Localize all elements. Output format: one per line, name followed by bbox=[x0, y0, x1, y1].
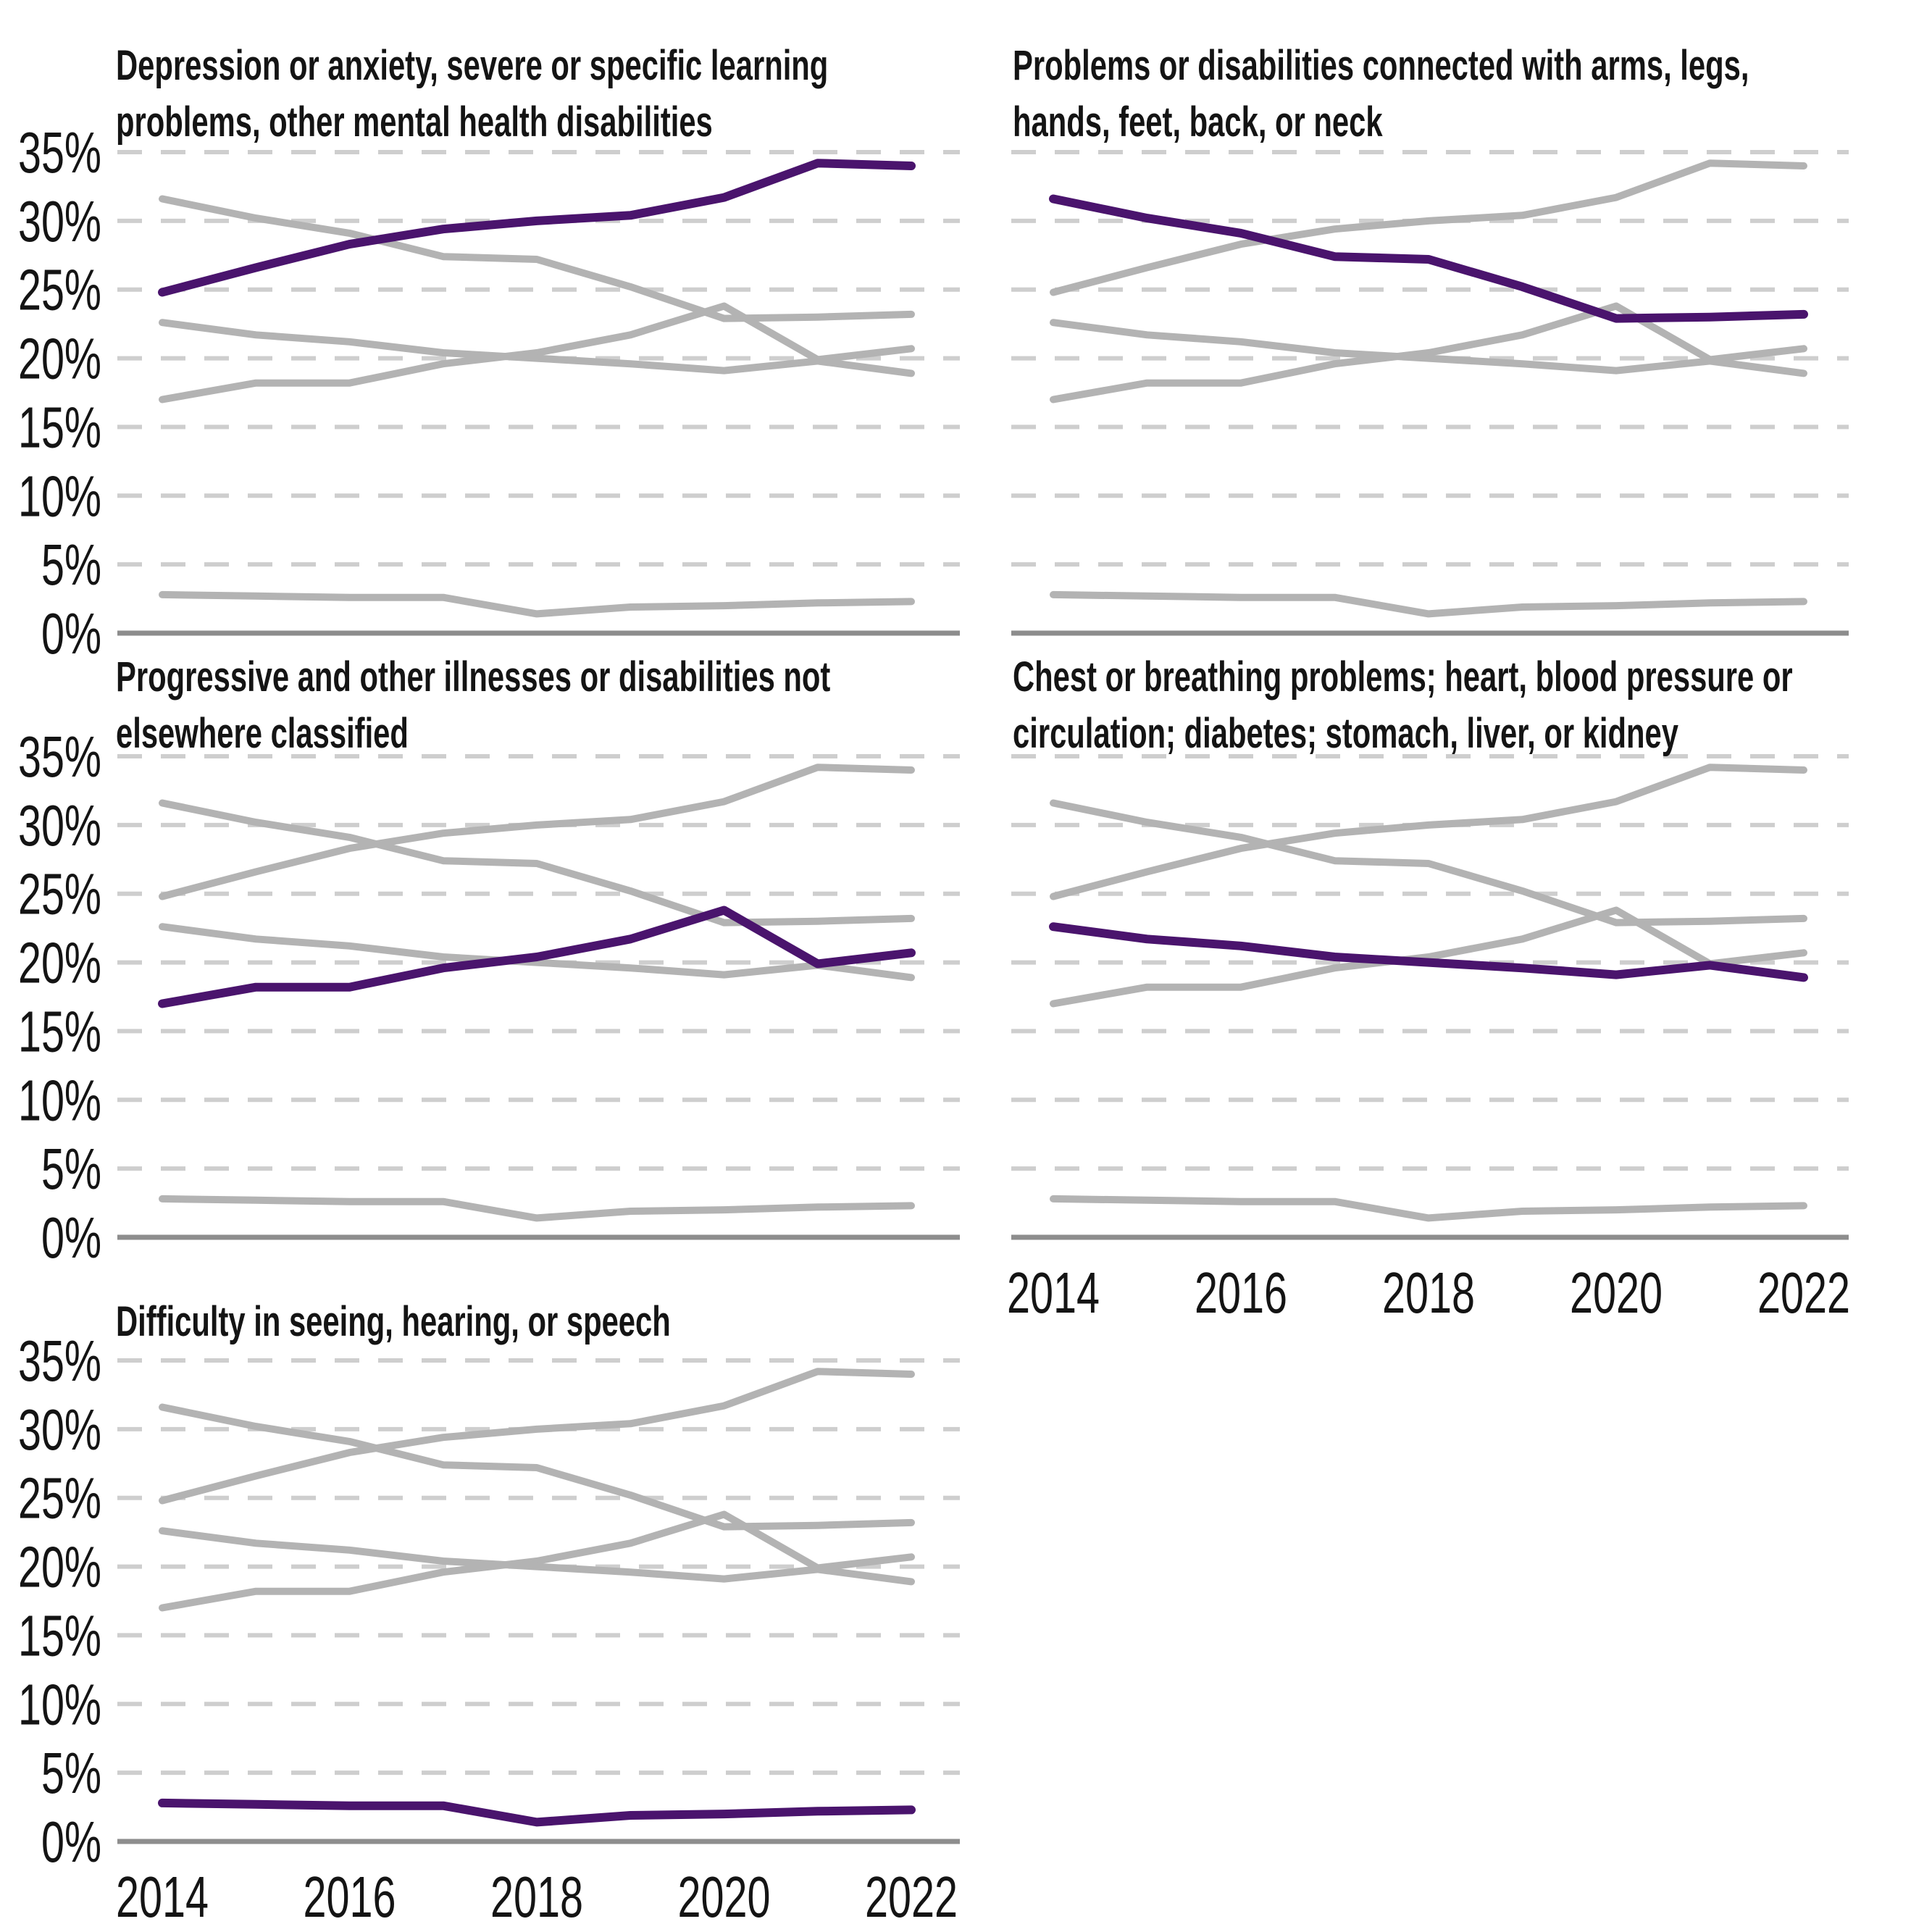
y-axis-label: 25% bbox=[18, 861, 101, 927]
panel-title-line-2: elsewhere classified bbox=[116, 710, 409, 757]
y-axis-label: 0% bbox=[41, 601, 101, 666]
series-line-seeing-hearing-speech bbox=[162, 595, 911, 614]
y-axis-label: 15% bbox=[18, 999, 101, 1064]
y-axis-label: 5% bbox=[41, 1137, 101, 1202]
x-axis-label: 2018 bbox=[490, 1865, 583, 1929]
series-line-arms-legs-highlighted bbox=[1053, 199, 1804, 319]
x-axis-label: 2020 bbox=[677, 1865, 771, 1929]
panel-title-seeing-hearing-speech bbox=[116, 1294, 671, 1350]
series-line-mental-health bbox=[1053, 163, 1804, 292]
panel-title-line-1: Progressive and other illnesses or disabilities not bbox=[116, 653, 831, 701]
x-axis-label: 2022 bbox=[865, 1865, 958, 1929]
y-axis-label: 20% bbox=[18, 1534, 101, 1599]
panel-arms-legs bbox=[1011, 152, 1849, 633]
y-axis-label: 20% bbox=[18, 930, 101, 995]
series-line-mental-health bbox=[162, 767, 911, 896]
y-axis-label: 25% bbox=[18, 1465, 101, 1531]
panel-title-line-1: Difficulty in seeing, hearing, or speech bbox=[116, 1298, 671, 1345]
x-axis-label: 2014 bbox=[116, 1865, 209, 1929]
y-axis-label: 5% bbox=[41, 532, 101, 598]
x-axis-label: 2018 bbox=[1382, 1260, 1475, 1325]
panel-title-line-2: problems, other mental health disabilities bbox=[116, 99, 713, 146]
y-axis-label: 20% bbox=[18, 326, 101, 391]
x-axis-label: 2016 bbox=[303, 1865, 396, 1929]
y-axis-label: 0% bbox=[41, 1205, 101, 1270]
panel-title-line-2: circulation; diabetes; stomach, liver, or kidney bbox=[1013, 710, 1679, 757]
panel-title-line-1: Problems or disabilities connected with arms, legs, bbox=[1013, 42, 1749, 89]
y-axis-label: 30% bbox=[18, 188, 101, 254]
y-axis-label: 10% bbox=[18, 464, 101, 529]
panel-title-chest-heart bbox=[1013, 649, 1793, 762]
y-axis-label: 35% bbox=[18, 724, 101, 790]
y-axis-label: 15% bbox=[18, 395, 101, 460]
panel-mental-health bbox=[18, 120, 960, 666]
panel-chest-heart bbox=[1007, 756, 1850, 1325]
y-axis-label: 35% bbox=[18, 120, 101, 185]
y-axis-label: 35% bbox=[18, 1329, 101, 1394]
panel-title-line-1: Chest or breathing problems; heart, blood pressure or bbox=[1013, 653, 1793, 701]
y-axis-label: 15% bbox=[18, 1603, 101, 1668]
panel-title-line-2: hands, feet, back, or neck bbox=[1013, 99, 1383, 146]
y-axis-label: 0% bbox=[41, 1810, 101, 1874]
series-line-seeing-hearing-speech bbox=[1053, 595, 1804, 614]
y-axis-label: 30% bbox=[18, 793, 101, 858]
series-line-mental-health-highlighted bbox=[162, 163, 911, 292]
panel-title-line-1: Depression or anxiety, severe or specific learning bbox=[116, 42, 829, 89]
series-line-arms-legs bbox=[162, 803, 911, 923]
x-axis-label: 2022 bbox=[1757, 1260, 1850, 1325]
panel-seeing-hearing-speech bbox=[18, 1329, 960, 1929]
series-line-arms-legs bbox=[1053, 803, 1804, 923]
x-axis-label: 2016 bbox=[1195, 1260, 1287, 1325]
series-line-seeing-hearing-speech bbox=[1053, 1199, 1804, 1218]
y-axis-label: 10% bbox=[18, 1068, 101, 1133]
x-axis-label: 2014 bbox=[1007, 1260, 1100, 1325]
y-axis-label: 5% bbox=[41, 1741, 101, 1806]
panel-title-progressive-other bbox=[116, 649, 830, 762]
x-axis-label: 2020 bbox=[1570, 1260, 1663, 1325]
series-line-mental-health bbox=[1053, 767, 1804, 896]
panel-title-mental-health bbox=[116, 38, 828, 151]
panel-progressive-other bbox=[18, 724, 960, 1270]
panel-title-arms-legs bbox=[1013, 38, 1749, 151]
series-line-seeing-hearing-speech bbox=[162, 1199, 911, 1218]
y-axis-label: 30% bbox=[18, 1397, 101, 1462]
series-line-mental-health bbox=[162, 1371, 911, 1500]
series-line-seeing-hearing-speech-highlighted bbox=[162, 1803, 911, 1823]
series-line-arms-legs bbox=[162, 1408, 911, 1527]
y-axis-label: 25% bbox=[18, 257, 101, 322]
y-axis-label: 10% bbox=[18, 1672, 101, 1737]
